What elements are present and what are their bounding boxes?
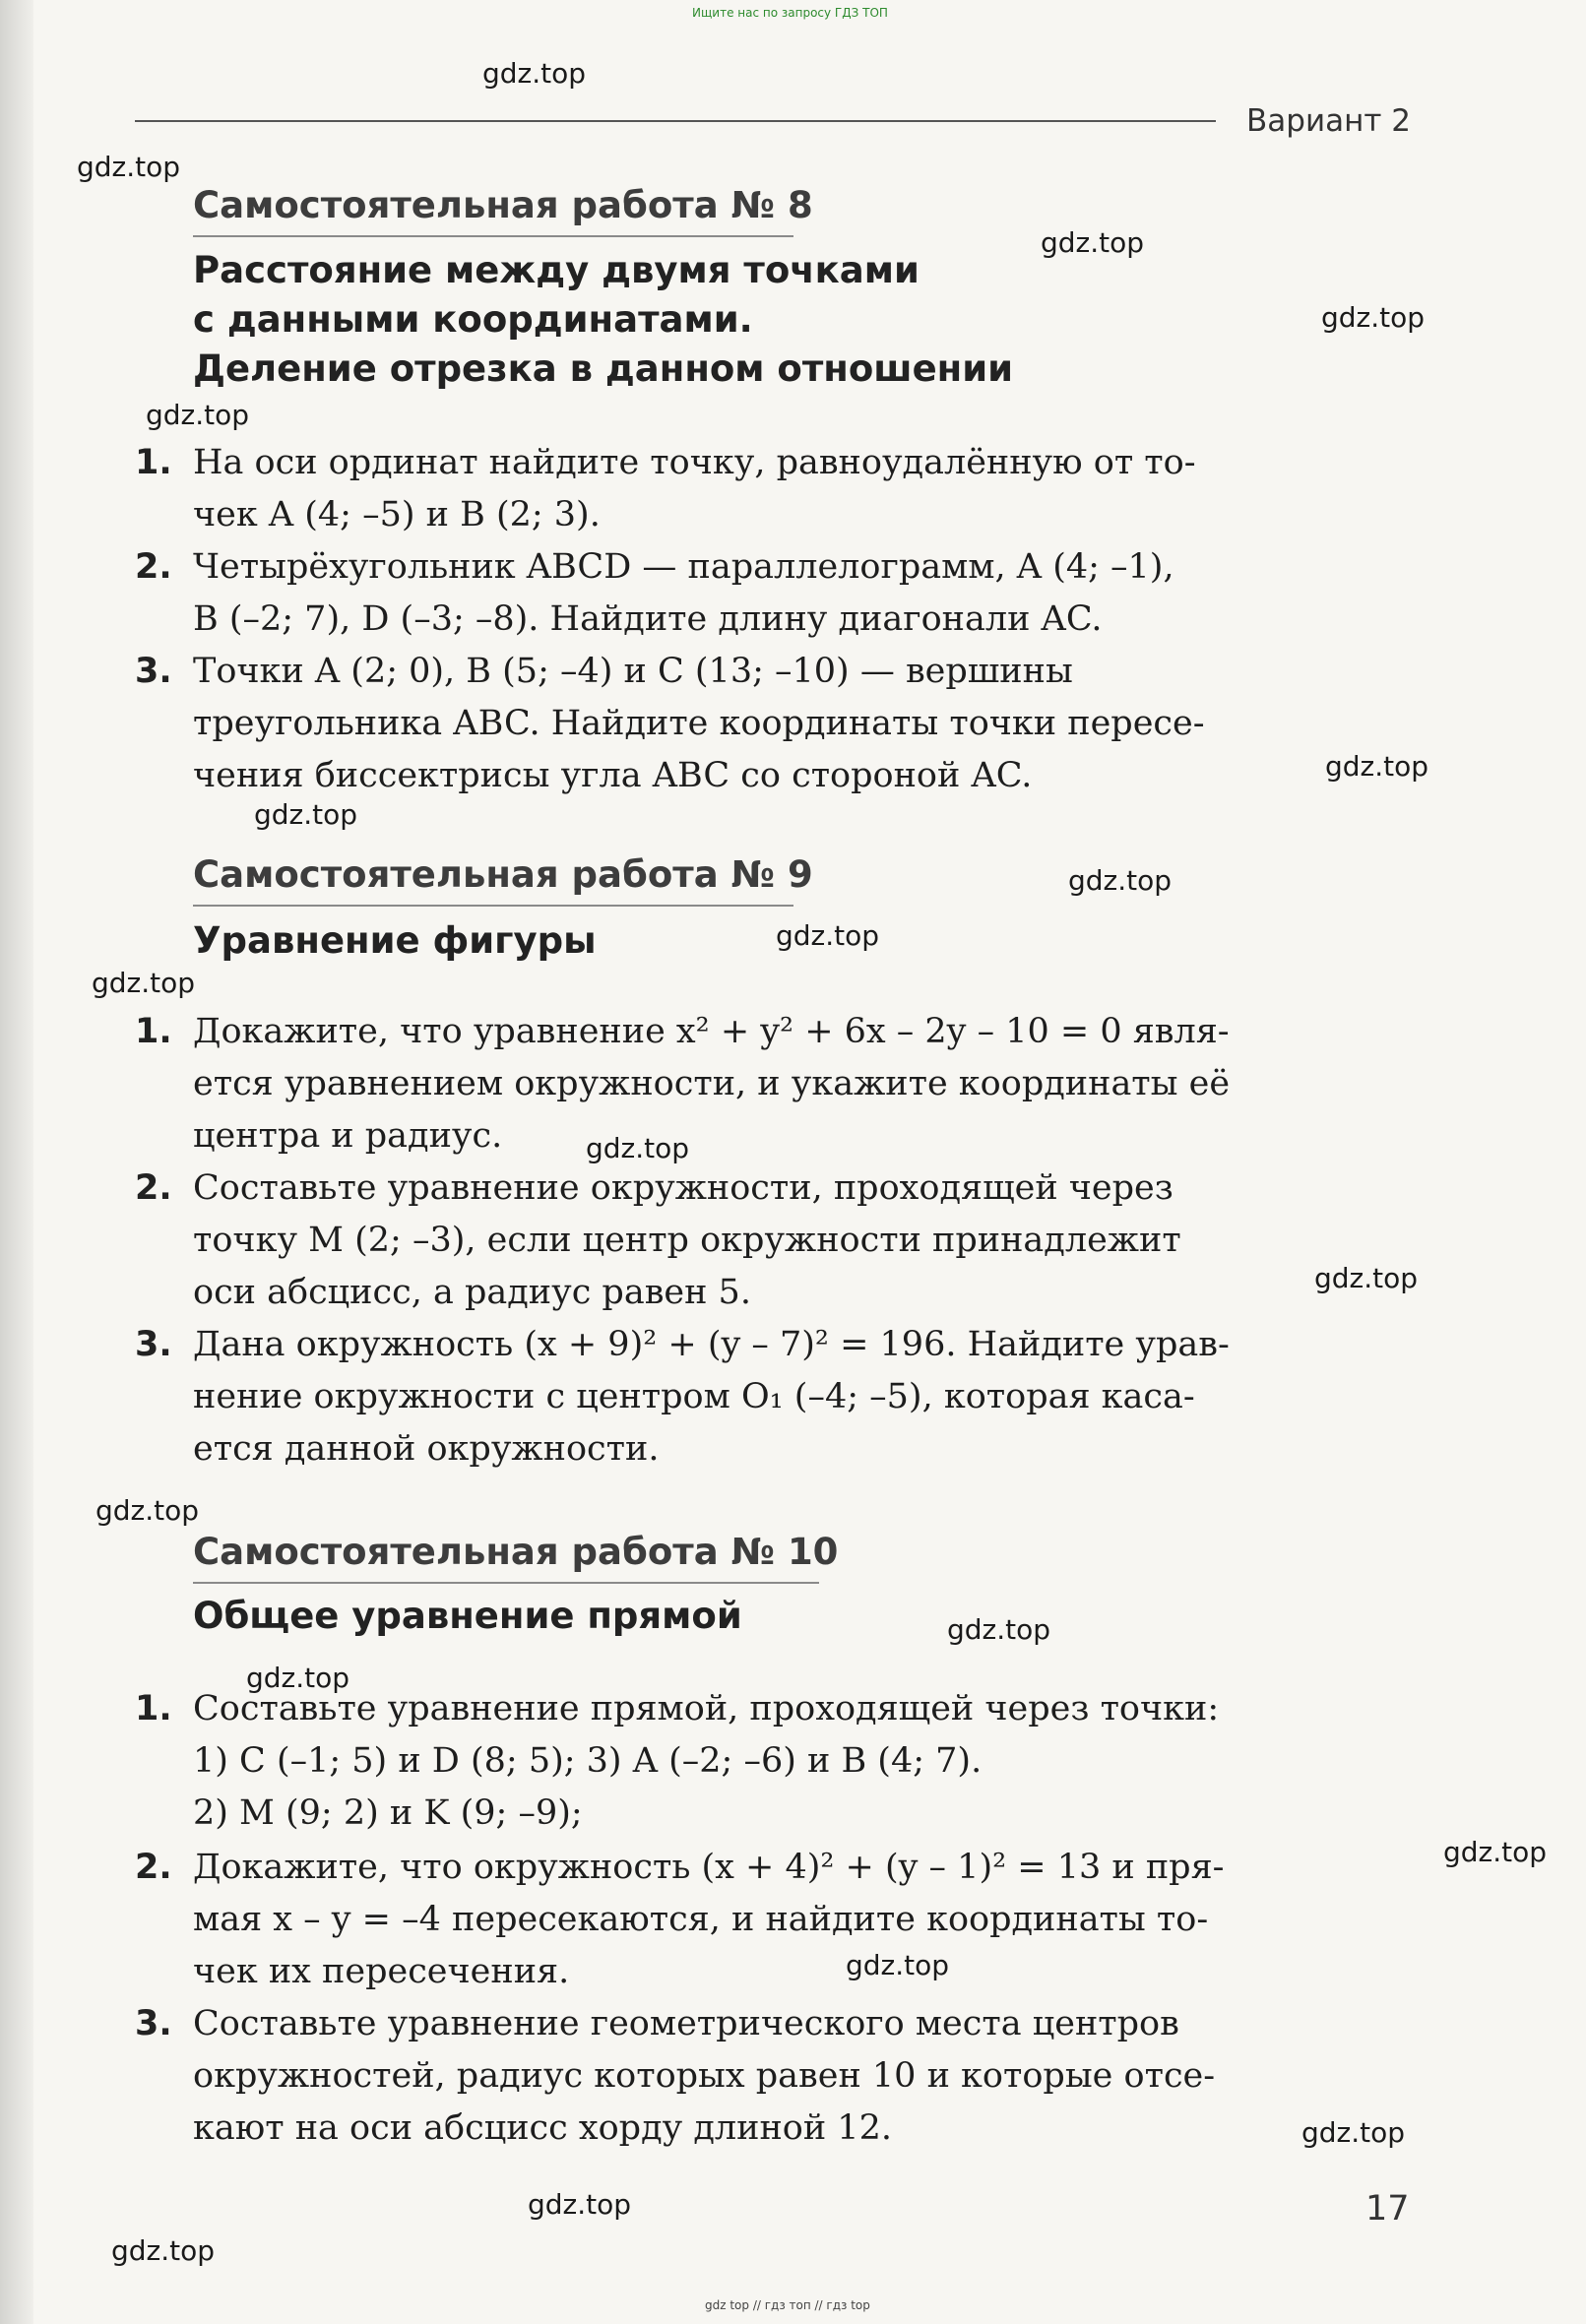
problem-text-line: 2) M (9; 2) и K (9; –9);	[193, 1793, 583, 1833]
problem-number: 1.	[135, 1689, 172, 1728]
watermark: gdz.top	[1041, 226, 1145, 259]
problem-text-line: окружностей, радиус которых равен 10 и которые отсе-	[193, 2056, 1216, 2096]
problem-text-line: чения биссектрисы угла ABC со стороной AC.	[193, 756, 1033, 795]
problem-text-line: центра и радиус.	[193, 1116, 503, 1156]
watermark: gdz.top	[482, 57, 587, 90]
problem-text-line: кают на оси абсцисс хорду длиной 12.	[193, 2108, 892, 2148]
problem-text-line: Четырёхугольник ABCD — параллелограмм, A (4; –1),	[193, 547, 1174, 587]
watermark: gdz.top	[586, 1132, 690, 1164]
problem-text-line: Дана окружность (x + 9)² + (y – 7)² = 196. Найдите урав-	[193, 1325, 1230, 1364]
watermark: gdz.top	[947, 1613, 1051, 1646]
header-rule	[135, 120, 1216, 122]
bottom-watermark-note: gdz top // гдз топ // гдз top	[705, 2298, 870, 2312]
problem-text-line: нение окружности с центром O₁ (–4; –5), которая каса-	[193, 1377, 1195, 1416]
watermark: gdz.top	[1314, 1262, 1419, 1294]
problem-number: 2.	[135, 547, 172, 587]
problem-number: 2.	[135, 1168, 172, 1208]
problem-text-line: чек A (4; –5) и B (2; 3).	[193, 495, 601, 534]
section-9-underline	[193, 905, 793, 907]
problem-number: 3.	[135, 1325, 172, 1364]
section-10-subtitle: Общее уравнение прямой	[193, 1595, 742, 1637]
problem-text-line: мая x – y = –4 пересекаются, и найдите координаты то-	[193, 1900, 1209, 1939]
watermark: gdz.top	[1301, 2116, 1406, 2149]
problem-text-line: точку M (2; –3), если центр окружности принадлежит	[193, 1221, 1181, 1260]
section-8-subtitle-line-3: Деление отрезка в данном отношении	[193, 347, 1014, 390]
problem-text-line: ется данной окружности.	[193, 1429, 660, 1469]
variant-label: Вариант 2	[1246, 103, 1411, 139]
problem-text-line: На оси ординат найдите точку, равноудалённую от то-	[193, 443, 1196, 482]
section-10-heading: Самостоятельная работа № 10	[193, 1531, 839, 1573]
problem-text-line: ется уравнением окружности, и укажите координаты её	[193, 1064, 1231, 1103]
problem-text-line: Докажите, что окружность (x + 4)² + (y – 1)² = 13 и пря-	[193, 1848, 1225, 1887]
watermark: gdz.top	[1443, 1836, 1548, 1868]
watermark: gdz.top	[92, 967, 196, 999]
problem-number: 1.	[135, 1012, 172, 1051]
section-9-heading: Самостоятельная работа № 9	[193, 853, 813, 896]
section-10-underline	[193, 1582, 819, 1584]
problem-text-line: чек их пересечения.	[193, 1952, 570, 1991]
problem-number: 3.	[135, 2004, 172, 2043]
watermark: gdz.top	[246, 1662, 350, 1694]
problem-number: 1.	[135, 443, 172, 482]
problem-text-line: 1) C (–1; 5) и D (8; 5); 3) A (–2; –6) и B (4; 7).	[193, 1741, 983, 1781]
watermark: gdz.top	[146, 399, 250, 431]
section-8-subtitle-line-2: с данными координатами.	[193, 298, 753, 341]
problem-text-line: Составьте уравнение геометрического места центров	[193, 2004, 1179, 2043]
watermark: gdz.top	[95, 1494, 200, 1527]
problem-number: 3.	[135, 652, 172, 691]
problem-text-line: Составьте уравнение прямой, проходящей через точки:	[193, 1689, 1220, 1728]
watermark: gdz.top	[846, 1949, 950, 1981]
problem-number: 2.	[135, 1848, 172, 1887]
problem-text-line: Составьте уравнение окружности, проходящей через	[193, 1168, 1174, 1208]
problem-text-line: Точки A (2; 0), B (5; –4) и C (13; –10) — вершины	[193, 652, 1073, 691]
watermark: gdz.top	[528, 2188, 632, 2221]
page-edge-shadow	[0, 0, 33, 2324]
problem-text-line: Докажите, что уравнение x² + y² + 6x – 2y – 10 = 0 явля-	[193, 1012, 1230, 1051]
section-8-heading: Самостоятельная работа № 8	[193, 184, 813, 226]
top-search-note: Ищите нас по запросу ГДЗ ТОП	[692, 6, 888, 20]
section-8-subtitle-line-1: Расстояние между двумя точками	[193, 249, 920, 291]
problem-text-line: треугольника ABC. Найдите координаты точки пересе-	[193, 704, 1205, 743]
watermark: gdz.top	[254, 798, 358, 831]
watermark: gdz.top	[1068, 864, 1173, 897]
problem-text-line: B (–2; 7), D (–3; –8). Найдите длину диагонали AC.	[193, 599, 1103, 639]
watermark: gdz.top	[1325, 750, 1429, 783]
page-number: 17	[1365, 2189, 1410, 2229]
watermark: gdz.top	[1321, 301, 1426, 334]
watermark: gdz.top	[111, 2234, 216, 2267]
watermark: gdz.top	[776, 919, 880, 952]
section-8-underline	[193, 235, 793, 237]
watermark: gdz.top	[77, 151, 181, 183]
problem-text-line: оси абсцисс, а радиус равен 5.	[193, 1273, 751, 1312]
section-9-subtitle: Уравнение фигуры	[193, 919, 597, 962]
